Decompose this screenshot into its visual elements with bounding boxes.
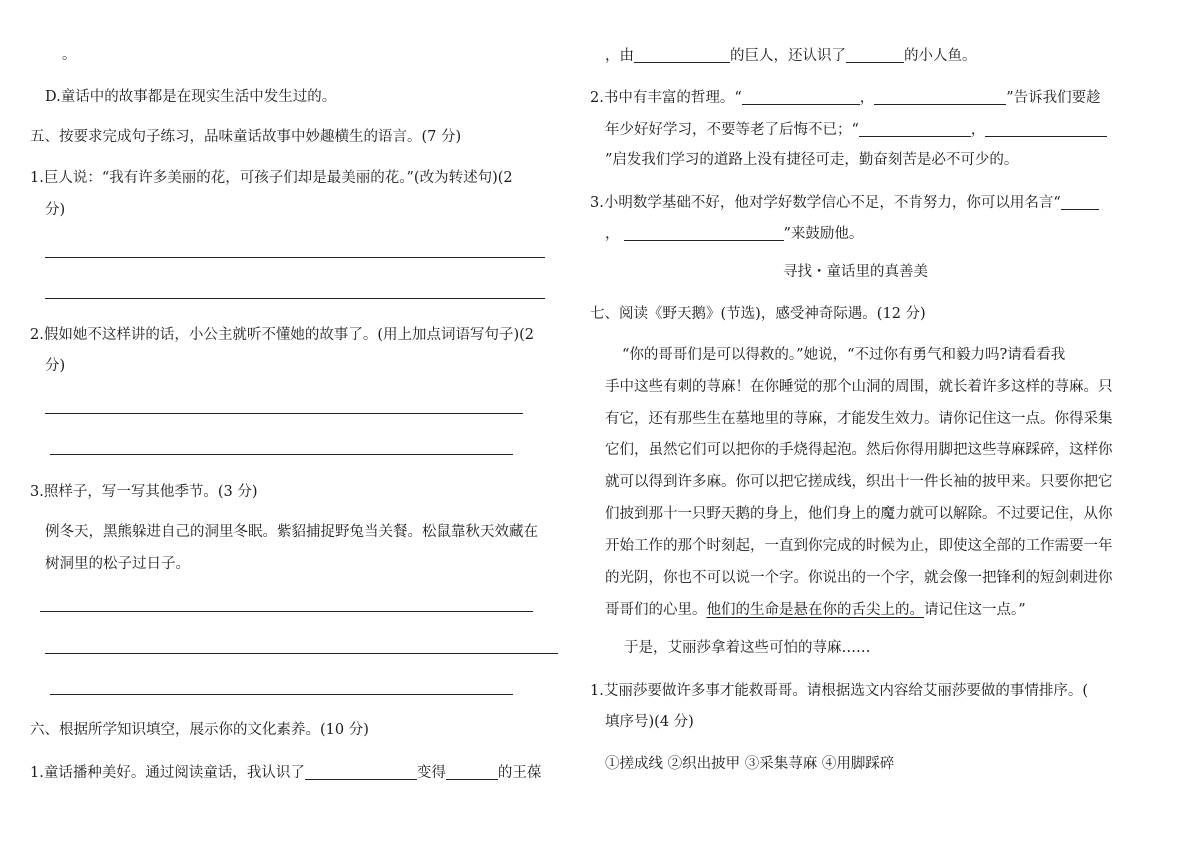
section5-title: 五、按要求完成句子练习，品味童话故事中妙趣横生的语言。(7 分) xyxy=(30,129,462,145)
q2-line1: 2.假如她不这样讲的话，小公主就听不懂她的故事了。(用上加点词语写句子)(2 xyxy=(30,327,535,343)
s6-q1-text-b: 变得 xyxy=(416,765,446,781)
passage-line: 们披到那十一只野天鹅的身上，他们身上的魔力就可以解除。不过要记住，从你 xyxy=(605,506,1113,522)
fill-blank[interactable] xyxy=(859,122,971,137)
fill-blank[interactable] xyxy=(446,765,498,780)
answer-line[interactable] xyxy=(45,653,558,654)
passage-line: 手中这些有刺的荨麻！在你睡觉的那个山洞的周围，就长着许多这样的荨麻。只 xyxy=(605,379,1113,395)
s6-q2-line1 xyxy=(590,90,1101,106)
passage-line: “你的哥哥们是可以得救的。”她说，“不过你有勇气和毅力吗?请看看我 xyxy=(622,347,1066,363)
s6-q2-comma: ， xyxy=(859,90,875,106)
section6-title: 六、根据所学知识填空，展示你的文化素养。(10 分) xyxy=(30,722,369,738)
cont-text-c: 的小人鱼。 xyxy=(904,48,977,64)
fill-blank[interactable] xyxy=(634,48,730,63)
answer-line[interactable] xyxy=(50,454,513,455)
passage-underlined: 他们的生命是悬在你的舌尖上的。 xyxy=(706,602,924,618)
dot-line: 。 xyxy=(62,47,77,63)
fill-blank[interactable] xyxy=(874,90,1006,105)
q3-example-line2: 树洞里的松子过日子。 xyxy=(45,556,190,572)
s6-q3-end: ”来鼓励他。 xyxy=(783,226,864,242)
q3-title: 3.照样子，写一写其他季节。(3 分) xyxy=(30,484,258,500)
answer-line[interactable] xyxy=(45,413,523,414)
passage-line: 它们，虽然它们可以把你的手烧得起泡。然后你得用脚把这些荨麻踩碎，这样你 xyxy=(605,442,1113,458)
fill-blank[interactable] xyxy=(846,48,904,63)
passage-line: 有它，还有那些生在墓地里的荨麻，才能发生效力。请你记住这一点。你得采集 xyxy=(605,411,1113,427)
fill-blank[interactable] xyxy=(305,765,417,780)
s6-q3-line2 xyxy=(605,226,863,242)
s6-q2-line2 xyxy=(605,122,1107,138)
passage-line: 就可以得到许多麻。你可以把它搓成线，织出十一件长袖的披甲来。只要你把它 xyxy=(605,474,1113,490)
s7-q1-line1: 1.艾丽莎要做许多事才能救哥哥。请根据选文内容给艾丽莎要做的事情排序。( xyxy=(590,683,1088,699)
fill-blank[interactable] xyxy=(985,122,1107,137)
s6-q1-text-c: 的王葆 xyxy=(497,765,542,781)
q3-example-line1: 例冬天，黑熊躲进自己的洞里冬眠。紫貂捕捉野兔当关餐。松鼠靠秋天效藏在 xyxy=(45,524,538,540)
answer-line[interactable] xyxy=(45,298,545,299)
s7-q1-line2: 填序号)(4 分) xyxy=(605,714,694,730)
passage-line: 开始工作的那个时刻起，一直到你完成的时候为止，即使这全部的工作需要一年 xyxy=(605,538,1113,554)
fill-blank[interactable] xyxy=(1061,195,1099,210)
s6-q3-line1 xyxy=(590,195,1099,211)
option-d: D.童话中的故事都是在现实生活中发生过的。 xyxy=(45,89,337,105)
s6-q3-comma: ， xyxy=(605,226,620,242)
answer-line[interactable] xyxy=(45,257,545,258)
passage-last-b: 请记住这一点。” xyxy=(924,602,1026,618)
s6-q2-line3: ”启发我们学习的道路上没有捷径可走，勤奋刻苦是必不可少的。 xyxy=(605,152,1019,168)
s6-q2-line2-text: 年少好好学习，不要等老了后悔不已；“ xyxy=(605,122,859,138)
passage-line: 的光阴，你也不可以说一个字。你说出的一个字，就会像一把锋利的短剑刺进你 xyxy=(605,570,1113,586)
s6-q3-text: 3.小明数学基础不好，他对学好数学信心不足，不肯努力，你可以用名言“ xyxy=(590,195,1061,211)
s6-q2-text-a: 2.书中有丰富的哲理。“ xyxy=(590,90,742,106)
fill-blank[interactable] xyxy=(742,90,860,105)
q1-line1: 1.巨人说：“我有许多美丽的花，可孩子们却是最美丽的花。”(改为转述句)(2 xyxy=(30,170,513,186)
passage-after: 于是，艾丽莎拿着这些可怕的荨麻…… xyxy=(624,640,871,656)
answer-line[interactable] xyxy=(40,611,533,612)
passage-last-line xyxy=(605,603,1026,618)
s6-q2-text-b: ”告诉我们要趁 xyxy=(1006,90,1101,106)
s7-q1-options: ①搓成线 ②织出披甲 ③采集荨麻 ④用脚踩碎 xyxy=(605,756,895,772)
answer-line[interactable] xyxy=(50,694,513,695)
passage-last-a: 哥哥们的心里。 xyxy=(605,602,707,618)
s6-q1-continued xyxy=(605,48,977,64)
fill-blank[interactable] xyxy=(624,226,784,241)
s6-q2-line2-comma: ， xyxy=(970,122,986,138)
cont-text-a: ，由 xyxy=(605,48,634,64)
section7-title: 七、阅读《野天鹅》(节选)，感受神奇际遇。(12 分) xyxy=(590,306,926,322)
part-title: 寻找・童话里的真善美 xyxy=(783,264,928,280)
s6-q1-text-a: 1.童话播种美好。通过阅读童话，我认识了 xyxy=(30,765,305,781)
q1-line2: 分) xyxy=(45,202,66,218)
cont-text-b: 的巨人，还认识了 xyxy=(730,48,846,64)
q2-line2: 分) xyxy=(45,358,66,374)
s6-q1-line1 xyxy=(30,765,541,781)
